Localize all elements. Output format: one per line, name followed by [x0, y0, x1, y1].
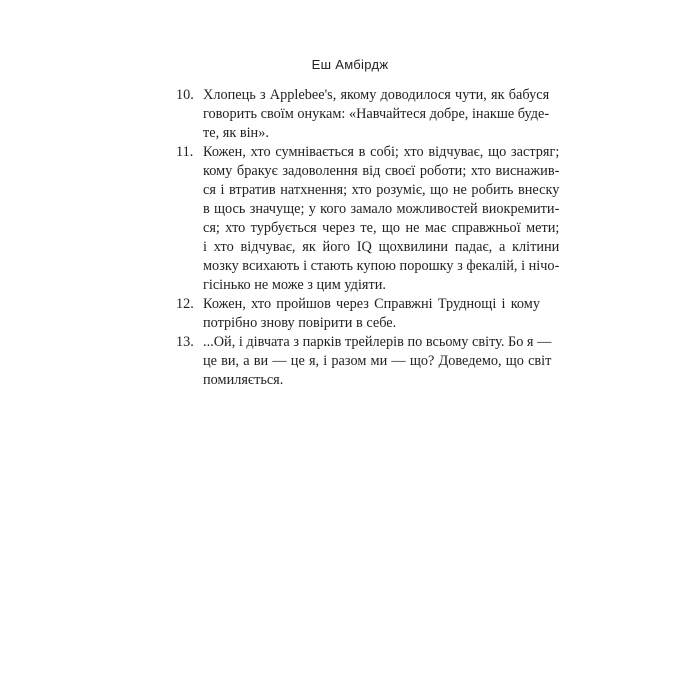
note-line: Хлопець з Applebee's, якому доводилося чути, як бабуся: [203, 87, 550, 103]
note-number: 11.: [176, 144, 194, 160]
note-line: ...Ой, і дівчата з парків трейлерів по всьому світу. Бо я —: [203, 334, 552, 350]
note-item-12: [176, 295, 540, 333]
note-line: мозку всихають і стають купою порошку з фекалій, і нічо-: [203, 258, 560, 274]
note-line: говорить своїм онукам: «Навчайтеся добре, інакше буде-: [203, 106, 550, 122]
note-line: гісінько не може з цим удіяти.: [203, 277, 386, 293]
note-item-10: [176, 86, 550, 143]
note-text: [203, 86, 549, 143]
note-line: в щось значуще; у кого замало можливостей виокремити-: [203, 201, 560, 217]
note-line: потрібно знову повірити в себе.: [203, 315, 397, 331]
note-number: 12.: [176, 296, 194, 312]
note-line: ся і втратив натхнення; хто розуміє, що не робить внеску: [203, 182, 560, 198]
note-line: Кожен, хто сумнівається в собі; хто відчуває, що застряг;: [203, 144, 560, 160]
notes-list: [176, 86, 560, 390]
note-item-13: [176, 333, 552, 390]
note-line: ся; хто турбується через те, що не має справжньої мети;: [203, 220, 560, 236]
note-number: 13.: [176, 334, 194, 350]
note-text: [203, 295, 540, 333]
note-text: [203, 333, 551, 390]
note-line: кому бракує задоволення від своєї роботи; хто виснажив-: [203, 163, 560, 179]
note-text: [203, 143, 559, 295]
note-line: і хто відчуває, як його IQ щохвилини падає, а клітини: [203, 239, 560, 255]
running-head: Еш Амбірдж: [311, 57, 389, 72]
note-line: Кожен, хто пройшов через Справжні Труднощі і кому: [203, 296, 540, 312]
note-line: помиляється.: [203, 372, 284, 388]
note-line: це ви, а ви — це я, і разом ми — що? Доведемо, що світ: [203, 353, 552, 369]
note-number: 10.: [176, 87, 194, 103]
note-item-11: [176, 143, 560, 295]
note-line: те, як він».: [203, 125, 269, 141]
